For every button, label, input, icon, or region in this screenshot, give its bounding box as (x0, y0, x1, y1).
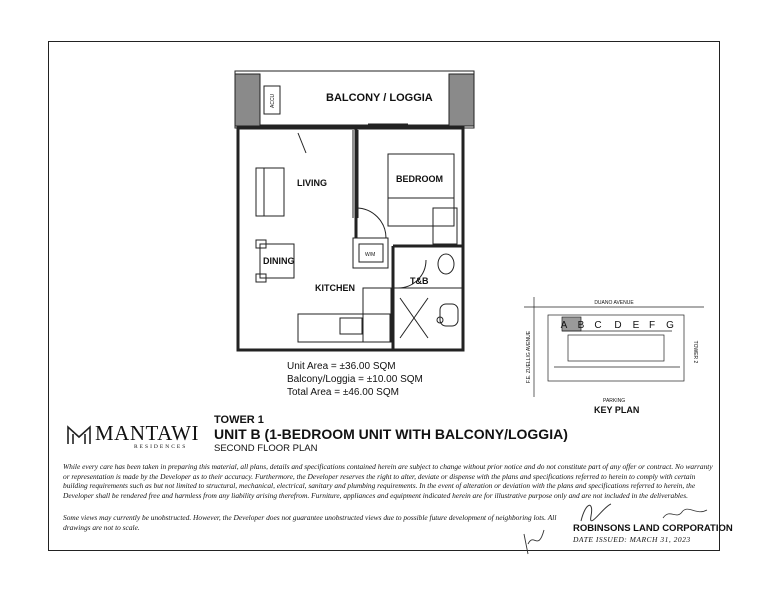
keyplan-tower-right: TOWER 2 (692, 340, 698, 364)
key-plan (524, 297, 704, 397)
balcony-area: Balcony/Loggia = ±10.00 SQM (287, 374, 423, 385)
keyplan-unit-E: E (632, 320, 640, 331)
acu-label: ACCU (270, 93, 276, 108)
unit-walls (238, 128, 463, 350)
floor-title: SECOND FLOOR PLAN (214, 443, 318, 454)
room-label-tb: T&B (410, 276, 429, 286)
keyplan-street-top: DUANO AVENUE (594, 300, 634, 306)
unit-title: UNIT B (1-BEDROOM UNIT WITH BALCONY/LOGGIA) (214, 426, 568, 442)
brand-name: MANTAWI (95, 421, 199, 445)
keyplan-unit-G: G (666, 320, 674, 331)
column-left (235, 74, 260, 126)
total-area: Total Area = ±46.00 SQM (287, 387, 399, 398)
room-label-bedroom: BEDROOM (396, 174, 443, 184)
disclaimer-text: While every care has been taken in preparing this material, all plans, details and specifications contained herein are subject to change without prior notice and do not constitute part of any offer or contract. No warranty or representation is made by the Developer as to their accuracy. Furthermore, the Developer reserves the right to alter, deviate or dispense with the plans and specifications referred to herein to comply with certain building requirements such as but not limited to structural, mechanical, electrical, sanitary and plumbing requirements. In the event of alteration or deviation with the plans and specifications referred to herein, the Developer shall be rendered free and harmless from any liability arising therefrom. Furniture, appliances and equipment indicated herein are for illustrative purpose only and are not included in the deliverables. (63, 462, 713, 500)
brand-sub: RESIDENCES (134, 444, 188, 450)
keyplan-unit-A: A (560, 320, 568, 331)
date-issued: DATE ISSUED: MARCH 31, 2023 (573, 535, 691, 544)
views-disclaimer: Some views may currently be unobstructed. However, the Developer does not guarantee unobstructed views due to possible future development of neighboring lots. All drawings are not to scale. (63, 513, 557, 532)
area-summary (287, 360, 423, 399)
tower-title: TOWER 1 (214, 414, 264, 426)
floor-plan (228, 68, 480, 358)
keyplan-unit-F: F (648, 320, 656, 331)
keyplan-label: KEY PLAN (594, 405, 640, 415)
room-label-living: LIVING (297, 178, 328, 188)
keyplan-unit-C: C (594, 320, 602, 331)
keyplan-parking: PARKING (603, 398, 626, 404)
signature-icon (576, 496, 616, 526)
mantawi-logo-icon (66, 424, 92, 446)
initials-icon (520, 524, 550, 558)
keyplan-unit-B: B (577, 320, 585, 331)
unit-area: Unit Area = ±36.00 SQM (287, 361, 396, 372)
signature-icon-2 (660, 504, 710, 524)
room-label-balcony: BALCONY / LOGGIA (326, 92, 433, 104)
corporation-name: ROBINSONS LAND CORPORATION (573, 523, 733, 534)
wm-label: W/M (365, 252, 376, 258)
room-label-kitchen: KITCHEN (315, 283, 355, 293)
room-label-dining: DINING (263, 256, 295, 266)
column-right (449, 74, 474, 126)
keyplan-unit-D: D (614, 320, 622, 331)
keyplan-street-left: F.E. ZUELLIG AVENUE (526, 330, 532, 384)
